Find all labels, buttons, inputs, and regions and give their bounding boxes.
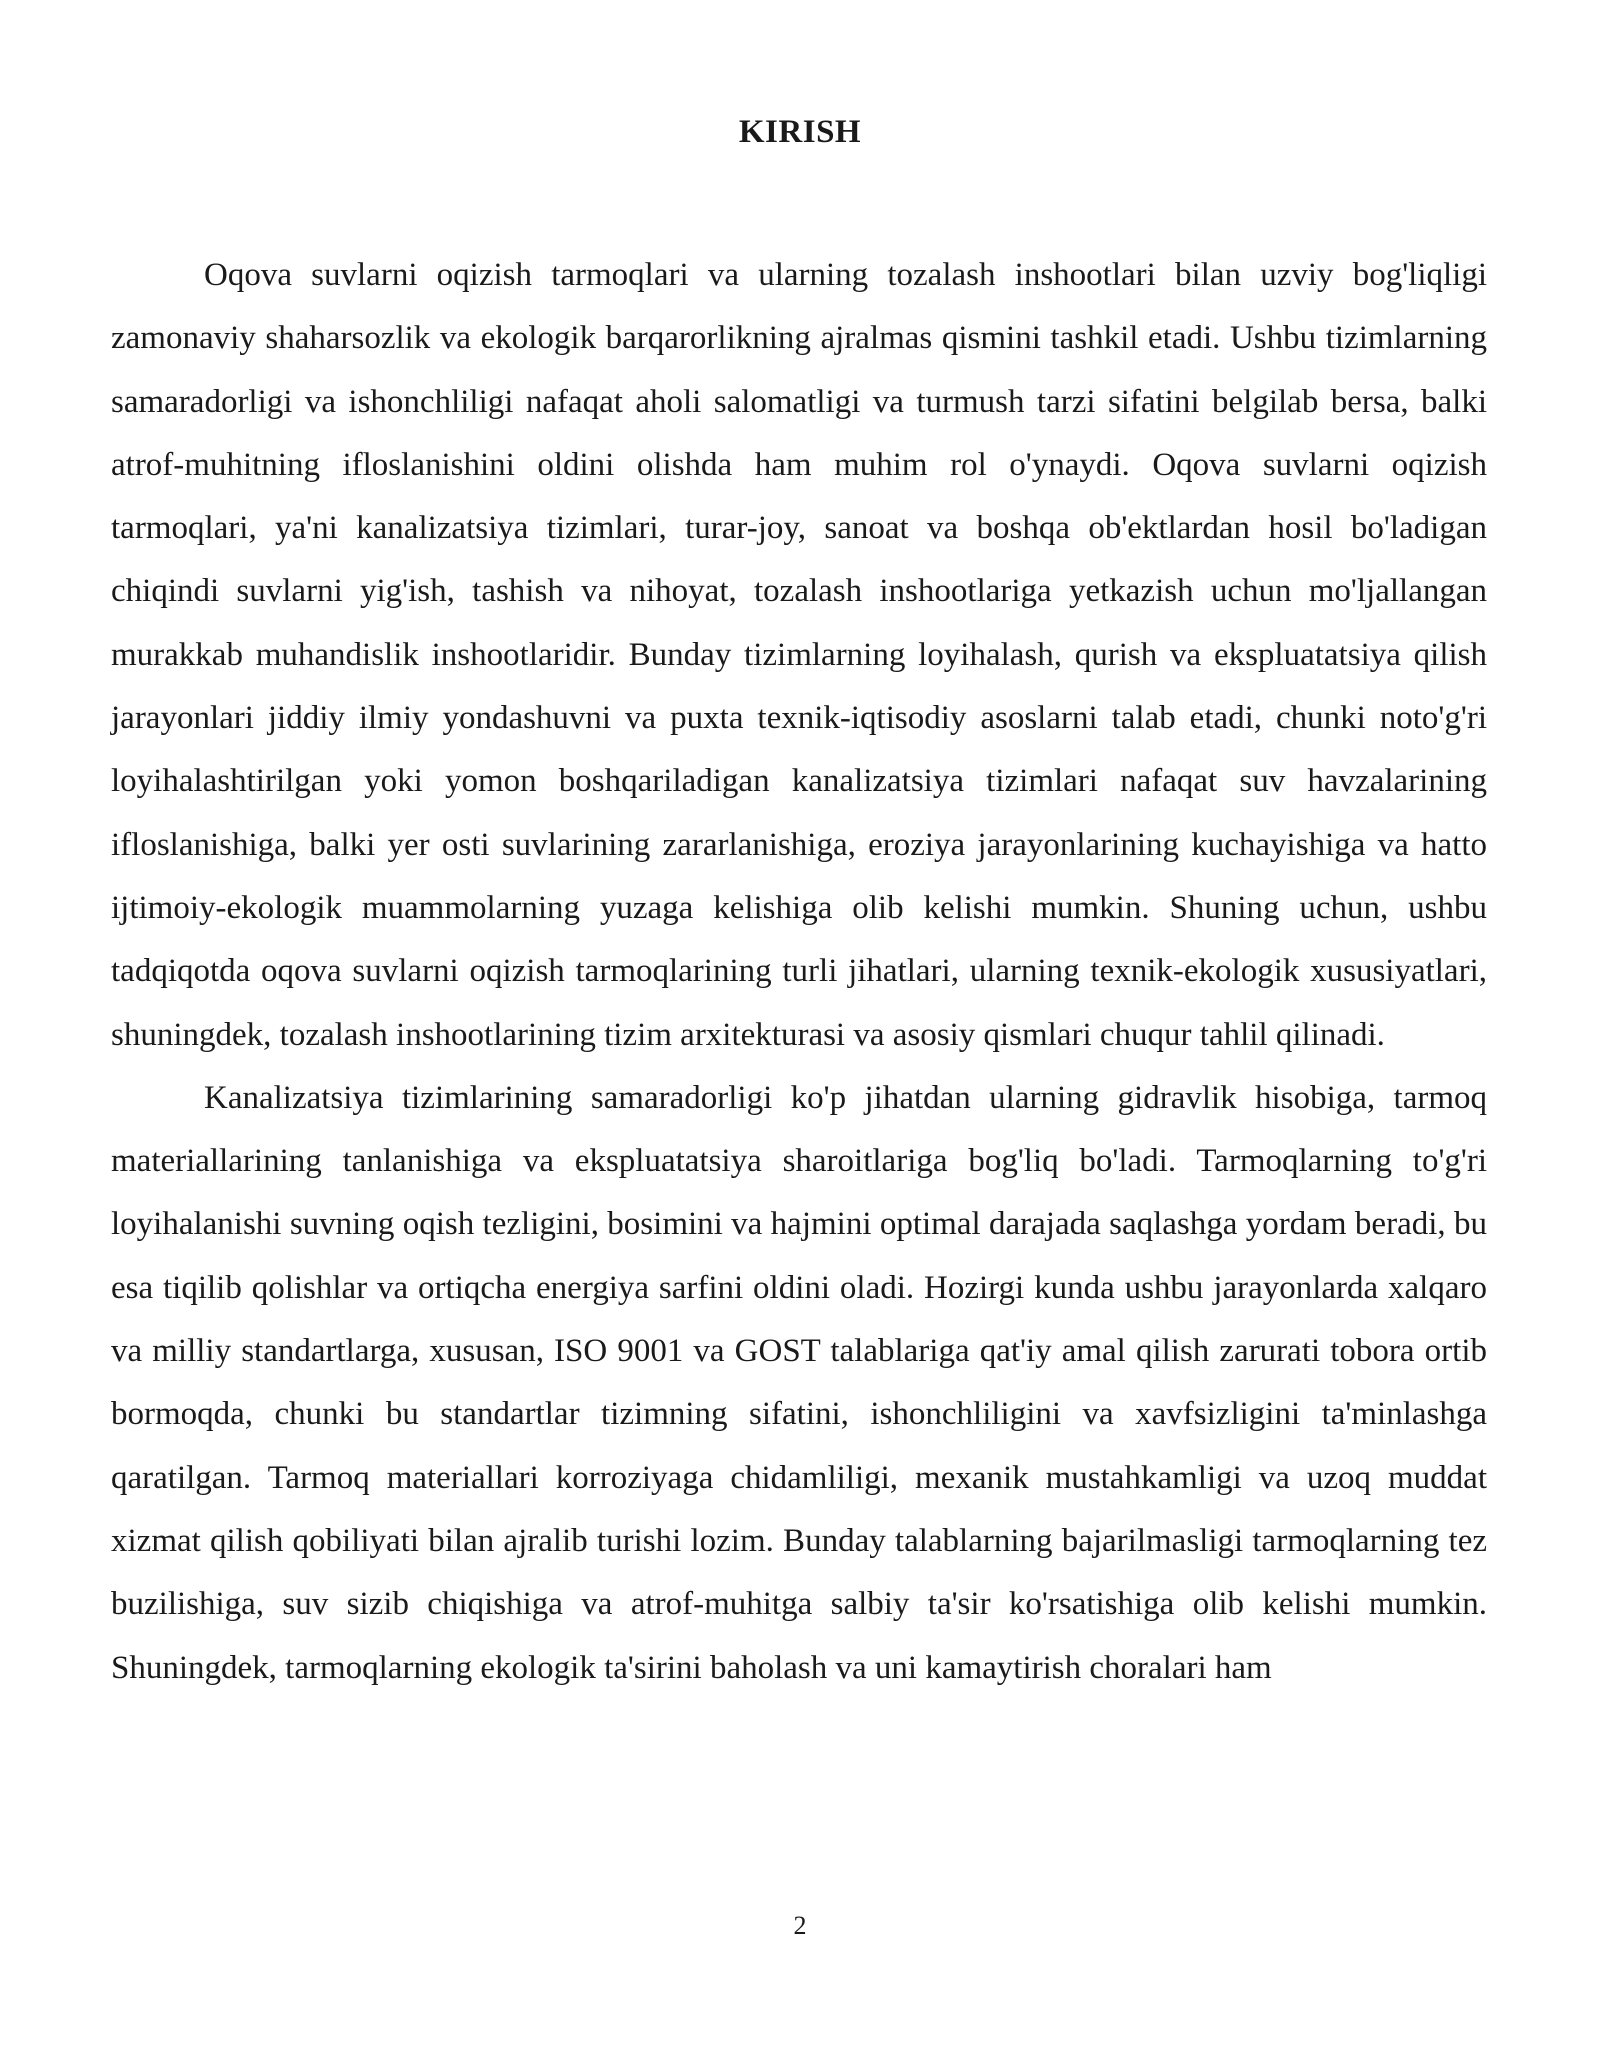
page-number: 2 bbox=[793, 1911, 807, 1940]
paragraph-2: Kanalizatsiya tizimlarining samaradorligi ko'p jihatdan ularning gidravlik hisobiga, tarmoq materiallarining tanlanishiga va ekspluatatsiya sharoitlariga bog'liq bo'ladi. Tarmoqlarning to'g'ri loyihalanishi suvning oqish tezligini, bosimini va hajmini optimal darajada saqlashga yordam beradi, bu esa tiqilib qolishlar va ortiqcha energiya sarfini oldini oladi. Hozirgi kunda ushbu jarayonlarda xalqaro va milliy standartlarga, xususan, ISO 9001 va GOST talablariga qat'iy amal qilish zarurati tobora ortib bormoqda, chunki bu standartlar tizimning sifatini, ishonchliligini va xavfsizligini ta'minlashga qaratilgan. Tarmoq materiallari korroziyaga chidamliligi, mexanik mustahkamligi va uzoq muddat xizmat qilish qobiliyati bilan ajralib turishi lozim. Bunday talablarning bajarilmasligi tarmoqlarning tez buzilishiga, suv sizib chiqishiga va atrof-muhitga salbiy ta'sir ko'rsatishiga olib kelishi mumkin. Shuningdek, tarmoqlarning ekologik ta'sirini baholash va uni kamaytirish choralari ham bbox=[111, 1079, 1487, 1686]
body-text bbox=[111, 244, 1487, 1700]
page-title: KIRISH bbox=[738, 114, 862, 150]
paragraph-1: Oqova suvlarni oqizish tarmoqlari va ularning tozalash inshootlari bilan uzviy bog'liqligi zamonaviy shaharsozlik va ekologik barqarorlikning ajralmas qismini tashkil etadi. Ushbu tizimlarning samaradorligi va ishonchliligi nafaqat aholi salomatligi va turmush tarzi sifatini belgilab bersa, balki atrof-muhitning ifloslanishini oldini olishda ham muhim rol o'ynaydi. Oqova suvlarni oqizish tarmoqlari, ya'ni kanalizatsiya tizimlari, turar-joy, sanoat va boshqa ob'ektlardan hosil bo'ladigan chiqindi suvlarni yig'ish, tashish va nihoyat, tozalash inshootlariga yetkazish uchun mo'ljallangan murakkab muhandislik inshootlaridir. Bunday tizimlarning loyihalash, qurish va ekspluatatsiya qilish jarayonlari jiddiy ilmiy yondashuvni va puxta texnik-iqtisodiy asoslarni talab etadi, chunki noto'g'ri loyihalashtirilgan yoki yomon boshqariladigan kanalizatsiya tizimlari nafaqat suv havzalarining ifloslanishiga, balki yer osti suvlarining zararlanishiga, eroziya jarayonlarining kuchayishiga va hatto ijtimoiy-ekologik muammolarning yuzaga kelishiga olib kelishi mumkin. Shuning uchun, ushbu tadqiqotda oqova suvlarni oqizish tarmoqlarining turli jihatlari, ularning texnik-ekologik xususiyatlari, shuningdek, tozalash inshootlarining tizim arxitekturasi va asosiy qismlari chuqur tahlil qilinadi. bbox=[111, 257, 1487, 1053]
